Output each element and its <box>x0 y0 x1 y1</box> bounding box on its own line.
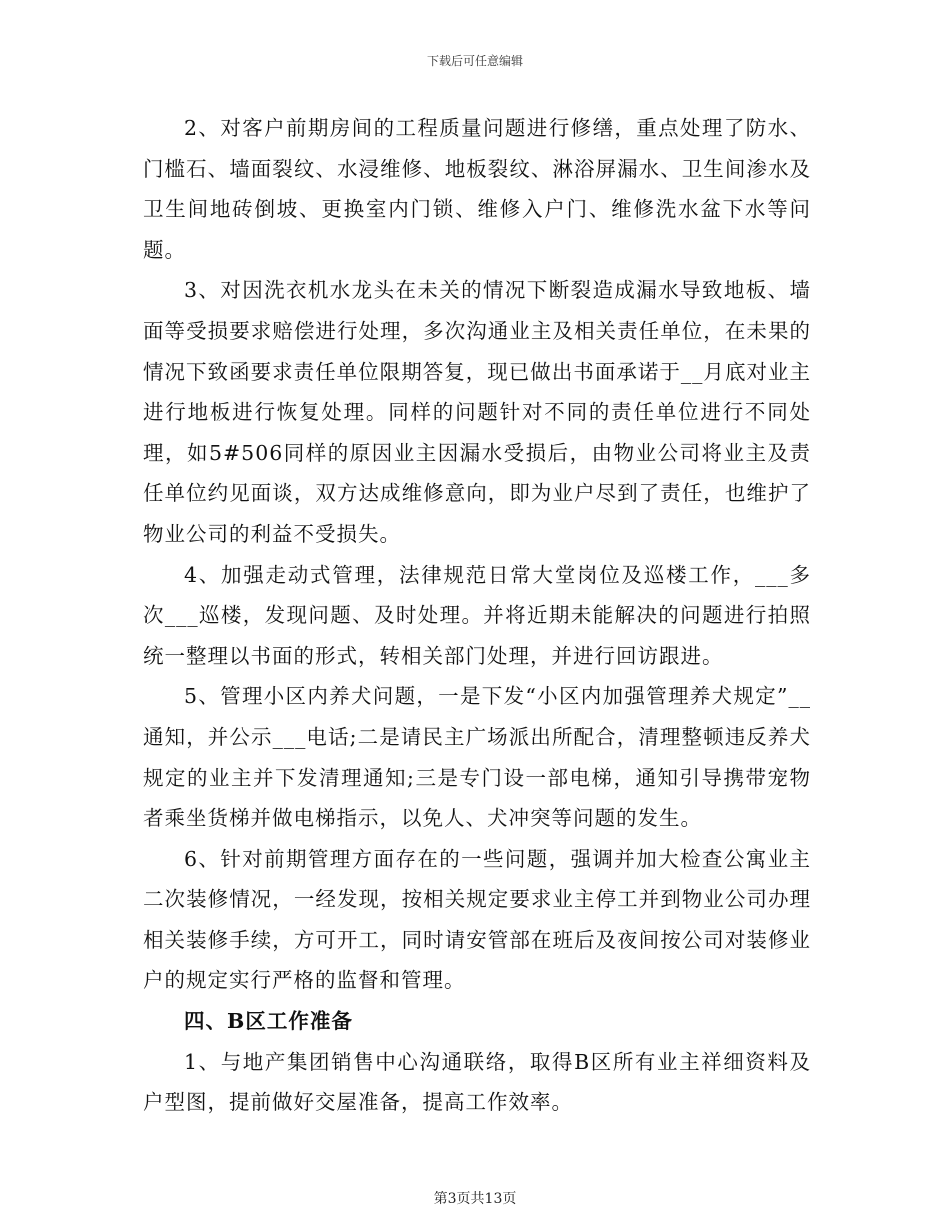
document-body <box>143 108 811 1123</box>
paragraph-item-2: 2、对客户前期房间的工程质量问题进行修缮，重点处理了防水、门槛石、墙面裂纹、水浸维修、地板裂纹、淋浴屏漏水、卫生间渗水及卫生间地砖倒坡、更换室内门锁、维修入户门、维修洗水盆下水等问题。 <box>143 116 811 262</box>
paragraph-item-3: 3、对因洗衣机水龙头在未关的情况下断裂造成漏水导致地板、墙面等受损要求赔偿进行处理，多次沟通业主及相关责任单位，在未果的情况下致函要求责任单位限期答复，现已做出书面承诺于__月底对业主进行地板进行恢复处理。同样的问题针对不同的责任单位进行不同处理，如5#506同样的原因业主因漏水受损后，由物业公司将业主及责任单位约见面谈，双方达成维修意向，即为业户尽到了责任，也维护了物业公司的利益不受损失。 <box>143 278 811 546</box>
page-header: 下载后可任意编辑 <box>426 54 523 68</box>
section-heading: 四、B区工作准备 <box>184 1009 353 1034</box>
paragraph-b-area-1: 1、与地产集团销售中心沟通联络，取得B区所有业主祥细资料及户型图，提前做好交屋准备，提高工作效率。 <box>143 1049 811 1115</box>
paragraph-item-4: 4、加强走动式管理，法律规范日常大堂岗位及巡楼工作，___多次___巡楼，发现问题、及时处理。并将近期未能解决的问题进行拍照统一整理以书面的形式，转相关部门处理，并进行回访跟进。 <box>143 562 811 668</box>
paragraph-item-5: 5、管理小区内养犬问题，一是下发“小区内加强管理养犬规定”__通知，并公示___电话;二是请民主广场派出所配合，清理整顿违反养犬规定的业主并下发清理通知;三是专门设一部电梯，通知引导携带宠物者乘坐货梯并做电梯指示，以免人、犬冲突等问题的发生。 <box>143 684 811 831</box>
page-number: 第3页共13页 <box>433 1191 517 1207</box>
paragraph-item-6: 6、针对前期管理方面存在的一些问题，强调并加大检查公寓业主二次装修情况，一经发现，按相关规定要求业主停工并到物业公司办理相关装修手续，方可开工，同时请安管部在班后及夜间按公司对装修业户的规定实行严格的监督和管理。 <box>143 846 811 993</box>
